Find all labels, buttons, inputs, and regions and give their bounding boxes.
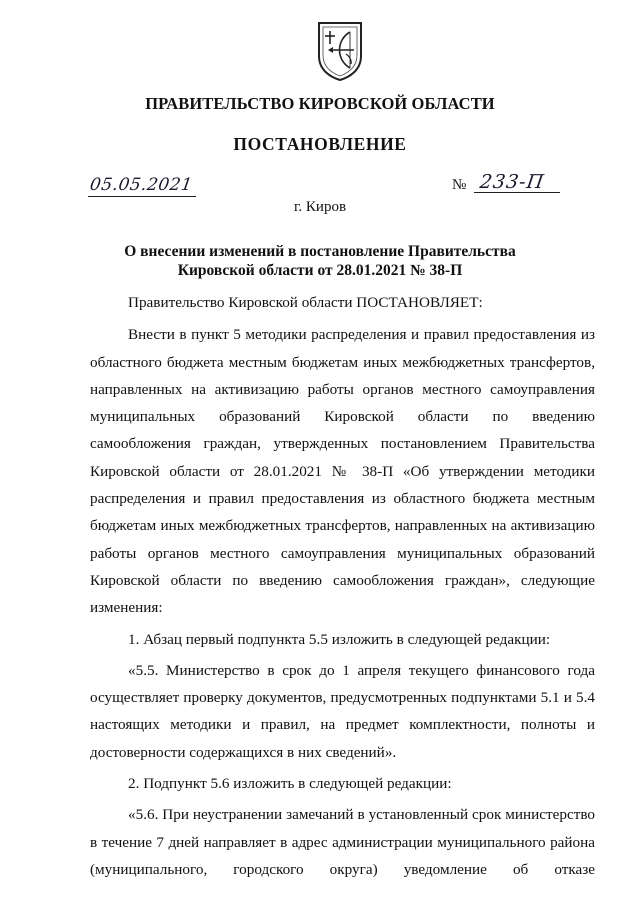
body-paragraph-item-1: 1. Абзац первый подпункта 5.5 изложить в следующей редакции: xyxy=(128,630,551,648)
government-title: ПРАВИТЕЛЬСТВО КИРОВСКОЙ ОБЛАСТИ xyxy=(145,94,495,113)
handwritten-date: 05.05.2021 xyxy=(88,175,194,195)
body-paragraph-amendment: Внести в пункт 5 методики распределения и правил предоставления из областного бюджета местным бюджетам иных межбюджетных трансфертов, направленных на активизацию работы органов местного самоуправления муниципальных образований Кировской области по введению самообложения граждан, утвержденных постановлением Правительства Кировской области от 28.01.2021 № 38-П «Об утверждении методики распределения и правил предоставления из областного бюджета местным бюджетам иных межбюджетных трансфертов, направленных на активизацию работы органов местного самоуправления муниципальных образований Кировской области по введению самообложения граждан», следующие изменения: xyxy=(90,326,595,617)
body-paragraph-5-6: «5.6. При неустранении замечаний в установленный срок министерство в течение 7 дней направляет в адрес администрации муниципального района (муниципального, городского округа) уведомление об отказе xyxy=(90,806,595,878)
body-paragraph-5-5: «5.5. Министерство в срок до 1 апреля текущего финансового года осуществляет проверку документов, предусмотренных подпунктами 5.1 и 5.4 настоящих методики и правил, на предмет комплектности, полноты и достоверности содержащихся в них сведений». xyxy=(90,661,595,761)
coat-of-arms-icon xyxy=(316,20,364,82)
body-paragraph-item-2: 2. Подпункт 5.6 изложить в следующей редакции: xyxy=(128,775,452,793)
document-number-field xyxy=(452,172,560,196)
city-label: г. Киров xyxy=(293,199,347,215)
document-body xyxy=(90,289,595,883)
document-type-title: ПОСТАНОВЛЕНИЕ xyxy=(233,134,407,154)
body-paragraph-resolves: Правительство Кировской области ПОСТАНОВЛЯЕТ: xyxy=(128,294,483,311)
number-label: № xyxy=(452,177,467,193)
date-field xyxy=(88,176,196,197)
subject-line-1: О внесении изменений в постановление Правительства xyxy=(124,243,516,260)
subject-line-2: Кировской области от 28.01.2021 № 38-П xyxy=(177,262,463,279)
handwritten-number: 233-П xyxy=(478,171,546,193)
document-subject xyxy=(0,242,640,280)
